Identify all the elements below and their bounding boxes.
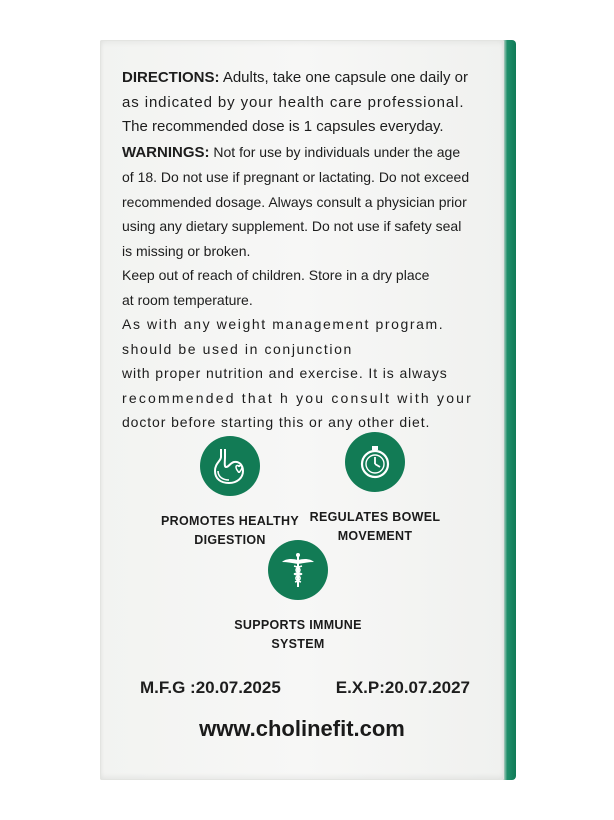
weight-note-line-5: doctor before starting this or any other diet. — [122, 414, 431, 430]
weight-note-line-2: should be used in conjunction — [122, 340, 353, 357]
warnings-line-2: of 18. Do not use if pregnant or lactating. Do not exceed — [122, 169, 470, 185]
feature-label-bowel: REGULATES BOWEL MOVEMENT — [309, 510, 441, 543]
warnings-line-4: using any dietary supplement. Do not use if safety seal — [122, 218, 462, 234]
weight-note-line-3: with proper nutrition and exercise. It is always — [122, 365, 448, 381]
dates-row — [140, 678, 470, 698]
warnings-line-1: WARNINGS: Not for use by individuals under the age — [122, 143, 461, 161]
caduceus-icon — [268, 540, 328, 600]
feature-label-immune: SUPPORTS IMMUNE SYSTEM — [234, 618, 362, 651]
feature-promotes-digestion — [150, 436, 310, 550]
directions-label: DIRECTIONS: — [122, 69, 220, 86]
weight-note-line-4: recommended that h you consult with your — [122, 389, 474, 406]
product-box-back-panel — [100, 40, 504, 780]
directions-line-3: The recommended dose is 1 capsules everyday. — [122, 118, 444, 135]
warnings-label: WARNINGS: — [122, 143, 210, 161]
stomach-heart-icon — [200, 436, 260, 496]
warnings-line-3: recommended dosage. Always consult a physician prior — [122, 193, 467, 210]
storage-line-2: at room temperature. — [122, 291, 253, 308]
weight-note-line-1: As with any weight management program. — [122, 316, 445, 332]
label-text-block — [122, 66, 482, 435]
feature-regulates-bowel — [300, 432, 450, 546]
website-url: www.cholinefit.com — [199, 716, 405, 741]
warnings-line-5: is missing or broken. — [122, 242, 251, 259]
mfg-date: M.F.G :20.07.2025 — [140, 678, 281, 697]
stopwatch-icon — [345, 432, 405, 492]
directions-line-2: as indicated by your health care professional. — [122, 93, 465, 111]
exp-date: E.X.P:20.07.2027 — [335, 678, 470, 697]
directions-line-1: DIRECTIONS: Adults, take one capsule one daily or — [122, 69, 468, 86]
feature-supports-immune — [220, 540, 376, 654]
storage-line-1: Keep out of reach of children. Store in a dry place — [122, 267, 430, 283]
feature-label-digestion: PROMOTES HEALTHY DIGESTION — [161, 514, 299, 547]
